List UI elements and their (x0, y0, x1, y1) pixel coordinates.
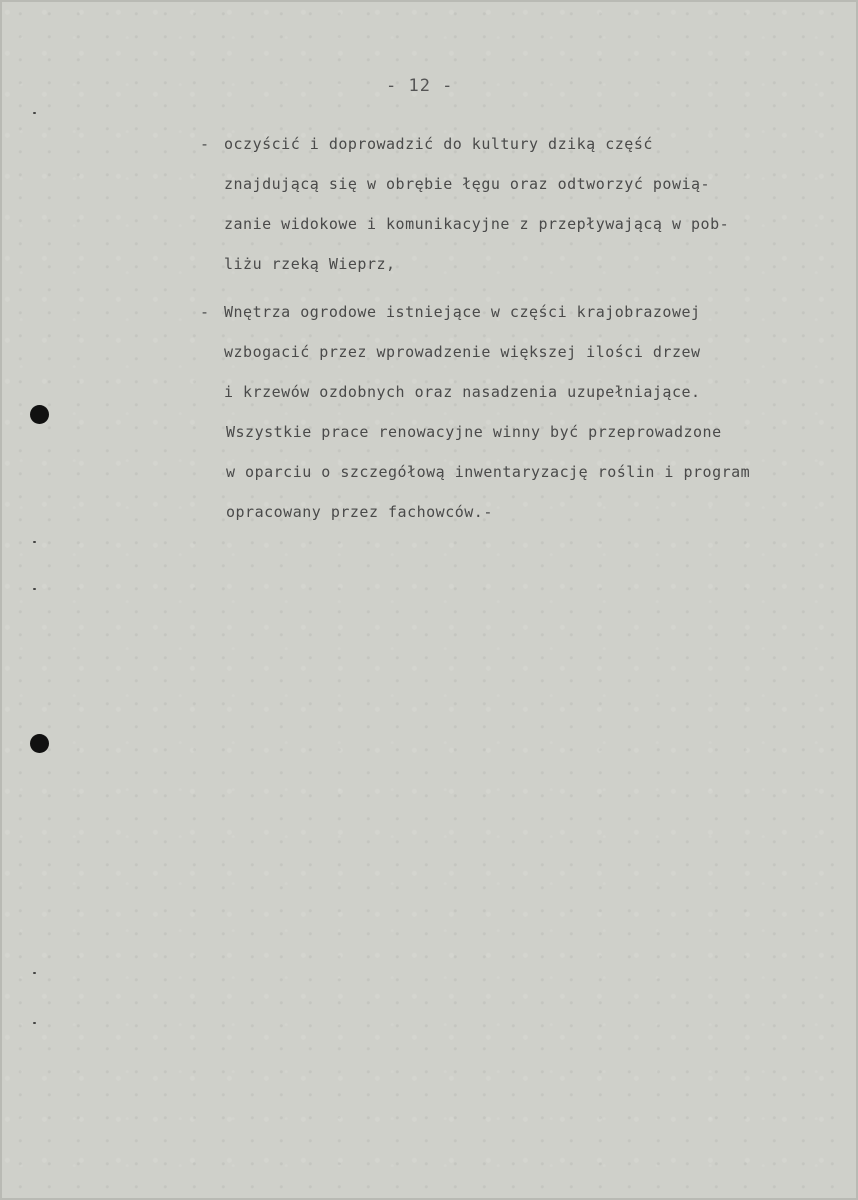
text-line: wzbogacić przez wprowadzenie większej ilości drzew (224, 343, 701, 361)
bullet-dash: - (200, 135, 210, 153)
text-line: oczyścić i doprowadzić do kultury dziką część (224, 135, 653, 153)
paper-speck (33, 588, 36, 590)
punch-hole-top (30, 405, 49, 424)
text-line: znajdującą się w obrębie łęgu oraz odtworzyć powią- (224, 175, 711, 193)
page-number: - 12 - (386, 76, 454, 96)
paper-speck (33, 1022, 36, 1024)
paper-speck (33, 541, 36, 543)
bullet-paragraph-garden-interiors (200, 292, 820, 412)
bullet-dash: - (200, 303, 210, 321)
document-body (200, 124, 820, 532)
text-line: Wnętrza ogrodowe istniejące w części krajobrazowej (224, 303, 701, 321)
text-line: Wszystkie prace renowacyjne winny być przeprowadzone (226, 423, 722, 441)
paper-speck (33, 972, 36, 974)
text-line: opracowany przez fachowców.- (226, 503, 493, 521)
paper-speck (33, 112, 36, 114)
text-line: i krzewów ozdobnych oraz nasadzenia uzupełniające. (224, 383, 701, 401)
text-line: liżu rzeką Wieprz, (224, 255, 396, 273)
text-line: zanie widokowe i komunikacyjne z przepływającą w pob- (224, 215, 730, 233)
text-line: w oparciu o szczegółową inwentaryzację roślin i program (226, 463, 751, 481)
punch-hole-bottom (30, 734, 49, 753)
closing-paragraph (200, 412, 820, 532)
bullet-paragraph-clean-wild-part (200, 124, 820, 284)
